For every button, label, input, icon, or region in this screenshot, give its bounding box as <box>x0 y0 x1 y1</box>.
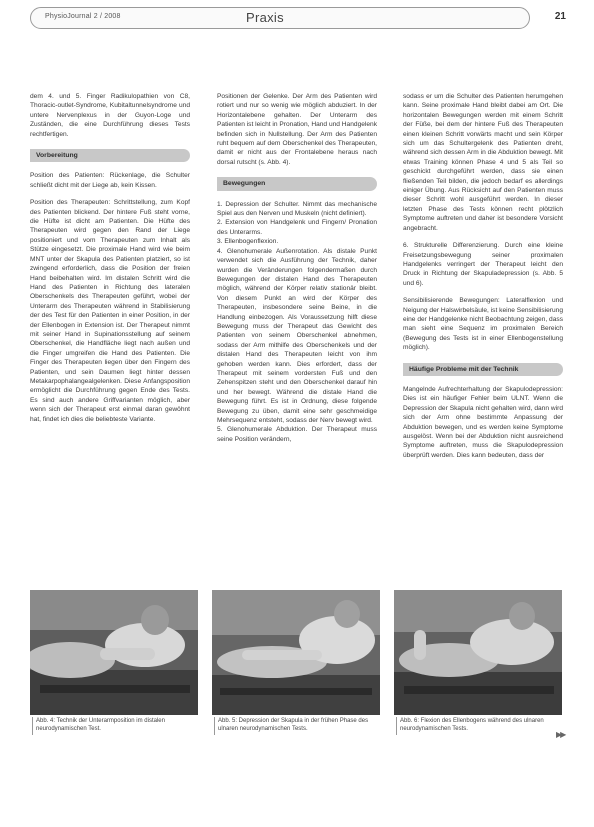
section-heading-bewegungen: Bewegungen <box>217 177 377 190</box>
list-item: 2. Extension von Handgelenk und Fingern/ Pronation des Unterarms. <box>217 219 377 236</box>
list-item: 5. Glenohumerale Abduktion. Der Therapeut muss seine Position verändern, <box>217 426 377 443</box>
figure-6-caption: Abb. 6: Flexion des Ellenbogens während des ulnaren neurodynamischen Tests. <box>396 717 556 735</box>
paragraph: 6. Strukturelle Differenzierung. Durch eine kleine Freisetzungsbewegung seiner proximalen Handgelenks verringert der Therapeut leicht den Druck in Richtung der Skapuladepression (s. Abb. 5 und 6). <box>403 242 563 287</box>
list-item: 3. Ellenbogenflexion. <box>217 238 279 246</box>
text-column-3 <box>403 92 563 468</box>
journal-name: PhysioJournal 2 / 2008 <box>45 13 121 20</box>
figure-6-photo <box>394 590 562 715</box>
paragraph: Mangelnde Aufrechterhaltung der Skapulodepression: Dies ist ein häufiger Fehler beim ULNT. Wenn die Depression der Skapula nicht gehalten wird, dann wird sich der Arm ohne bestimmte Anpassung der Abduktion bewegen, und es werden keine Symptome ausgelöst. Wenn bei der Abduktion nicht ausreichend Symptome auftreten, muss die Skapulodepression überprüft werden. Dies kann bedeuten, dass der <box>403 385 563 459</box>
paragraph: Positionen der Gelenke. Der Arm des Patienten wird rotiert und nur so wenig wie möglich abduziert. In der Horizontalebene gehalten. Der Unterarm des Patienten ist leicht in Pronation, Hand und Handgelenk befinden sich in Nullstellung. Der Arm des Patienten ruht bequem auf dem Oberschenkel des Therapeuten, damit er nicht aus der Frontalebene heraus nach dorsal rutscht (s. Abb. 4). <box>217 93 377 166</box>
text-column-2 <box>217 92 377 444</box>
figure-4-caption: Abb. 4: Technik der Unterarmposition im distalen neurodynamischen Test. <box>32 717 192 735</box>
paragraph: Position des Patienten: Rückenlage, die Schulter schließt dicht mit der Liege ab, kein Kissen. <box>30 172 190 189</box>
list-item: 4. Glenohumerale Außenrotation. Als distale Punkt verwendet sich die Ausführung der Technik, daher wurden die Veränderungen folgendermaßen durch Bewegungen der distalen Hand des Therapeuten möglich, während der Körper relativ stationär bleibt. Von diesem Punkt an wird der Körper des Therapeuten, insbesondere seine Beine, in die Handlung einbezogen. Als Voraussetzung hilft diese Bewegung muss der Therapeut das Gewicht des Patienten von seinem Oberschenkel abnehmen, sodass der Arm mithilfe des Oberschenkels und der distalen Hand des Therapeuten leicht von ihm gehoben werden kann. Dies erfordert, dass der Therapeut mit seinem vordersten Fuß und den Zehenspitzen steht und den Oberschenkel darauf hin und her bewegt. Während die distale Hand die Bewegung führt. Es ist in Ordnung, diese folgende Bewegung zu üben, damit eine sehr geschmeidige Mehrsequenz entsteht, sodass der Nerv bewegt wird. <box>217 247 377 424</box>
paragraph: Position des Therapeuten: Schrittstellung, zum Kopf des Patienten blickend. Der hintere Fuß steht vorne, die Hüfte ist dicht am Patienten. Die Hüfte des Therapeuten wird gegen den Rand der Liege positioniert und vom Therapeuten zum Inhalt als Stütze eingesetzt. Die proximale Hand wird wie beim MNT unter der Skapula des Patienten platziert, so ist zwingend erforderlich, dass die Position der freien Hand beibehalten wird. Im distalen Schritt wird die Hand des Patienten in Richtung des lateralen Oberschenkels des Therapeuten geführt, wobei der Unterarm des Therapeuten während in Stabilisierung der des Test für den Patienten in einer Position, in der der Ellenbogen in Extension ist. Der Therapeut nimmt mit seiner Hand in Supinationsstellung auf seinem Oberschenkel, die Handfläche liegt nach außen und die Finger umgreifen die Hand des Patienten. Die Finger des Therapeuten liegen über den Fingern des Patienten, und sein Daumen liegt hinter dessen Metakarpophalangealgelenken. Diese Anfangsposition ermöglicht die Durchführung gegen Ende des Tests. Es sind auch andere Griffvarianten möglich, aber wenn sich der Therapeut erst einmal daran gewöhnt hat, findet ich dies die beliebteste Variante. <box>30 199 190 423</box>
list-item: 1. Depression der Schulter. Nimmt das mechanische Spiel aus den Nerven und Muskeln (nicht definiert). <box>217 200 377 218</box>
paragraph: dem 4. und 5. Finger Radikulopathien von C8, Thoracic-outlet-Syndrome, Kubitaltunnelsyndrome und untere Nervenplexus in der Guyon-Loge und Zuständen, die eine Durchführung dieses Tests rechtfertigen. <box>30 93 190 138</box>
paragraph: sodass er um die Schulter des Patienten herumgehen kann. Seine proximale Hand bleibt dabei am Ort. Die horizontalen Bewegungen werden mit einem Schritt der Füße, bei dem der hintere Fuß des Therapeuten einen kleinen Schritt vorwärts macht und sein Körper sich um das Schultergelenk des Patienten dreht, während sich dessen Arm in die Abduktion bewegt. Mit etwas Training können Phase 4 und 5 als Teil so geschickt durchgeführt werden, dass sie einen fließenden Teil bilden, die jedoch bedarf es allerdings einiger Übung. Aus Rücksicht auf den Patienten muss dieser Schritt wohl ausgeführt werden. In dieser letzten Phase des Tests können recht plötzlich Symptome auftreten und daher ist besondere Vorsicht angebracht. <box>403 93 563 232</box>
page-number: 21 <box>554 11 566 22</box>
figure-4-photo <box>30 590 198 715</box>
section-heading-probleme: Häufige Probleme mit der Technik <box>403 363 563 376</box>
photo-therapist-forearm-technique <box>30 590 198 715</box>
figure-5-caption: Abb. 5: Depression der Skapula in der frühen Phase des ulnaren neurodynamischen Tests. <box>214 717 374 735</box>
header-banner <box>30 7 530 29</box>
paragraph: Sensibilisierende Bewegungen: Lateralflexion und Neigung der Halswirbelsäule, ist keine Sensibilisierung eine der Handgelenke nicht Beobachtung zeigen, dass man sieht eine Sequenz im proximalen Bereich (Bewegung des Tests ist in einer Ellenbogenstellung möglich). <box>403 297 563 352</box>
page-header <box>30 7 566 29</box>
photo-scapula-depression <box>212 590 380 715</box>
figure-5-photo <box>212 590 380 715</box>
section-heading-vorbereitung: Vorbereitung <box>30 149 190 162</box>
section-title: Praxis <box>246 10 284 25</box>
next-page-arrows-icon: ▶▶ <box>556 730 565 739</box>
text-column-1 <box>30 92 190 432</box>
photo-elbow-flexion <box>394 590 562 715</box>
